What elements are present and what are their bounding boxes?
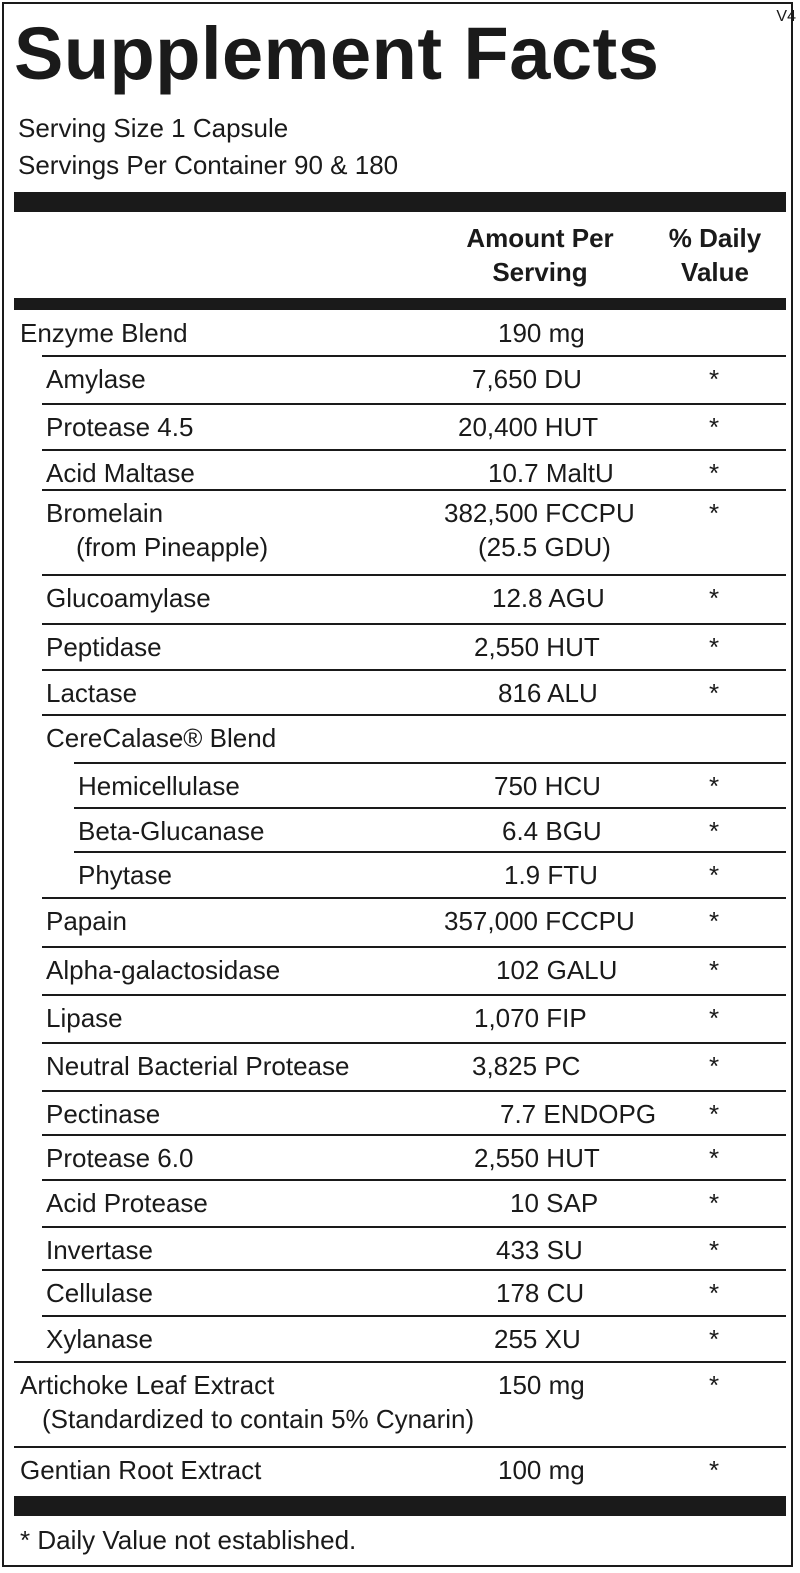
row-divider bbox=[42, 489, 786, 491]
row-xylanase bbox=[14, 1316, 786, 1362]
daily-value: * bbox=[708, 771, 720, 801]
servings-per-container: Servings Per Container 90 & 180 bbox=[18, 150, 399, 180]
row-divider bbox=[42, 714, 786, 716]
daily-value: * bbox=[708, 1051, 720, 1081]
row-invertase bbox=[14, 1227, 786, 1270]
row-divider bbox=[42, 1269, 786, 1271]
daily-value: * bbox=[708, 412, 720, 442]
row-divider bbox=[42, 623, 786, 625]
amount-per-serving bbox=[498, 1368, 798, 1402]
amount-value: 1,070 FIP bbox=[474, 1003, 587, 1033]
nutrient-name bbox=[46, 1141, 193, 1175]
nutrient-name-text: Lipase bbox=[46, 1003, 123, 1033]
amount-value: 150 mg bbox=[498, 1370, 585, 1400]
row-divider bbox=[42, 449, 786, 451]
nutrient-name-text: Hemicellulase bbox=[78, 771, 240, 801]
daily-value: * bbox=[708, 1235, 720, 1265]
version-label: V4 bbox=[776, 8, 796, 25]
row-lipase bbox=[14, 995, 786, 1043]
serving-size: Serving Size 1 Capsule bbox=[18, 113, 289, 143]
nutrient-name-text: Lactase bbox=[46, 678, 138, 708]
amount-value: 102 GALU bbox=[496, 955, 618, 985]
bottom-thick-rule bbox=[14, 1496, 786, 1516]
row-divider bbox=[74, 807, 786, 809]
amount-header-line1: Amount Per bbox=[466, 223, 614, 253]
daily-value: * bbox=[708, 583, 720, 613]
amount-value: 10.7 MaltU bbox=[488, 458, 614, 488]
daily-value: * bbox=[708, 1188, 720, 1218]
amount-per-serving-header bbox=[440, 221, 640, 289]
row-bromelain bbox=[14, 490, 786, 575]
row-alpha-galactosidase bbox=[14, 947, 786, 995]
nutrient-name bbox=[78, 814, 264, 848]
amount-value: 1.9 FTU bbox=[504, 860, 598, 890]
nutrient-name bbox=[46, 676, 137, 710]
row-protease-6-0 bbox=[14, 1135, 786, 1180]
nutrient-name-text: Glucoamylase bbox=[46, 583, 211, 613]
amount-per-serving bbox=[504, 858, 800, 892]
amount-per-serving bbox=[510, 1186, 800, 1220]
daily-value: * bbox=[708, 1370, 720, 1400]
nutrient-name-text: Alpha-galactosidase bbox=[46, 955, 281, 985]
row-divider bbox=[42, 946, 786, 948]
dv-header-line1: % Daily bbox=[668, 223, 762, 253]
daily-value: * bbox=[708, 632, 720, 662]
amount-per-serving bbox=[472, 362, 772, 396]
nutrient-name-detail: (from Pineapple) bbox=[76, 532, 269, 562]
amount-per-serving bbox=[488, 456, 788, 490]
amount-per-serving bbox=[494, 1322, 794, 1356]
nutrient-name-text: Phytase bbox=[78, 860, 172, 890]
nutrient-name-text: Bromelain bbox=[46, 498, 164, 528]
amount-per-serving bbox=[498, 316, 798, 350]
nutrient-name-text: Neutral Bacterial Protease bbox=[46, 1051, 350, 1081]
row-phytase bbox=[14, 852, 786, 898]
row-pectinase bbox=[14, 1091, 786, 1135]
row-divider bbox=[42, 669, 786, 671]
daily-value: * bbox=[708, 364, 720, 394]
row-divider bbox=[42, 355, 786, 357]
amount-value: 178 CU bbox=[496, 1278, 585, 1308]
nutrient-name bbox=[46, 1097, 160, 1131]
row-amylase bbox=[14, 356, 786, 404]
row-divider bbox=[42, 574, 786, 576]
daily-value: * bbox=[708, 678, 720, 708]
nutrient-name bbox=[78, 769, 240, 803]
amount-per-serving bbox=[474, 1001, 774, 1035]
nutrient-name-text: Invertase bbox=[46, 1235, 153, 1265]
row-gentian-root-extract bbox=[14, 1447, 786, 1496]
amount-value: 10 SAP bbox=[510, 1188, 599, 1218]
amount-value: 816 ALU bbox=[498, 678, 598, 708]
amount-per-serving bbox=[494, 769, 794, 803]
amount-value: 7,650 DU bbox=[472, 364, 582, 394]
row-peptidase bbox=[14, 624, 786, 670]
row-divider bbox=[42, 1226, 786, 1228]
row-divider bbox=[42, 1315, 786, 1317]
header-thick-rule bbox=[14, 298, 786, 310]
panel-title: Supplement Facts bbox=[14, 12, 660, 95]
row-hemicellulase bbox=[14, 763, 786, 808]
row-cellulase bbox=[14, 1270, 786, 1316]
nutrient-name-text: Xylanase bbox=[46, 1324, 153, 1354]
row-divider bbox=[42, 1090, 786, 1092]
nutrient-name-text: Protease 4.5 bbox=[46, 412, 194, 442]
nutrient-name-text: Cellulase bbox=[46, 1278, 153, 1308]
nutrient-name bbox=[46, 581, 211, 615]
daily-value: * bbox=[708, 1455, 720, 1485]
row-divider bbox=[14, 1446, 786, 1448]
amount-header-line2: Serving bbox=[492, 257, 588, 287]
amount-value: 100 mg bbox=[498, 1455, 585, 1485]
daily-value: * bbox=[708, 1278, 720, 1308]
row-enzyme-blend bbox=[14, 310, 786, 356]
daily-value: * bbox=[708, 1099, 720, 1129]
row-lactase bbox=[14, 670, 786, 715]
amount-per-serving bbox=[498, 1453, 798, 1487]
row-acid-protease bbox=[14, 1180, 786, 1227]
nutrient-name bbox=[46, 1233, 153, 1267]
daily-value: * bbox=[708, 860, 720, 890]
amount-value: 20,400 HUT bbox=[458, 412, 599, 442]
amount-per-serving bbox=[474, 630, 774, 664]
amount-per-serving bbox=[496, 1276, 796, 1310]
row-acid-maltase bbox=[14, 450, 786, 490]
row-divider bbox=[14, 1361, 786, 1363]
nutrient-name bbox=[46, 1001, 123, 1035]
amount-per-serving bbox=[444, 496, 744, 564]
row-divider bbox=[42, 897, 786, 899]
nutrient-name bbox=[46, 410, 193, 444]
amount-value: 3,825 PC bbox=[472, 1051, 581, 1081]
row-divider bbox=[74, 851, 786, 853]
daily-value: * bbox=[708, 1324, 720, 1354]
row-neutral-bacterial-protease bbox=[14, 1043, 786, 1091]
nutrient-name-text: Acid Protease bbox=[46, 1188, 208, 1218]
row-divider bbox=[42, 1042, 786, 1044]
nutrient-name bbox=[46, 1186, 208, 1220]
amount-per-serving bbox=[474, 1141, 774, 1175]
nutrient-name bbox=[46, 1276, 153, 1310]
daily-value: * bbox=[708, 1003, 720, 1033]
amount-per-serving bbox=[498, 676, 798, 710]
nutrient-name-text: Acid Maltase bbox=[46, 458, 195, 488]
amount-value: 433 SU bbox=[496, 1235, 583, 1265]
amount-per-serving bbox=[502, 814, 800, 848]
row-glucoamylase bbox=[14, 575, 786, 624]
nutrient-name-text: Papain bbox=[46, 906, 127, 936]
top-thick-rule bbox=[14, 192, 786, 212]
nutrient-name-text: Protease 6.0 bbox=[46, 1143, 194, 1173]
row-divider bbox=[74, 762, 786, 764]
row-divider bbox=[42, 1134, 786, 1136]
amount-per-serving bbox=[444, 904, 744, 938]
footnote: * Daily Value not established. bbox=[20, 1525, 357, 1555]
nutrient-name bbox=[20, 1453, 261, 1487]
row-divider bbox=[42, 1179, 786, 1181]
row-protease-4-5 bbox=[14, 404, 786, 450]
amount-value: 190 mg bbox=[498, 318, 585, 348]
nutrient-name bbox=[46, 1049, 349, 1083]
nutrient-name-text: CereCalase® Blend bbox=[46, 723, 277, 753]
nutrient-name bbox=[46, 904, 127, 938]
dv-header-line2: Value bbox=[681, 257, 749, 287]
amount-per-serving bbox=[500, 1097, 800, 1131]
nutrient-name bbox=[46, 1322, 153, 1356]
nutrient-name bbox=[46, 953, 280, 987]
amount-value: 7.7 ENDOPG bbox=[500, 1099, 657, 1129]
nutrient-name bbox=[46, 630, 162, 664]
amount-value: 6.4 BGU bbox=[502, 816, 602, 846]
amount-value: 255 XU bbox=[494, 1324, 581, 1354]
amount-per-serving bbox=[496, 953, 796, 987]
nutrient-name bbox=[46, 721, 276, 755]
daily-value: * bbox=[708, 816, 720, 846]
daily-value: * bbox=[708, 906, 720, 936]
nutrient-name bbox=[46, 496, 268, 564]
daily-value: * bbox=[708, 458, 720, 488]
nutrient-name-text: Artichoke Leaf Extract bbox=[20, 1370, 275, 1400]
row-beta-glucanase bbox=[14, 808, 786, 852]
row-cerecalase-blend bbox=[14, 715, 786, 763]
nutrient-name bbox=[20, 1368, 474, 1436]
nutrient-name bbox=[20, 316, 188, 350]
row-divider bbox=[42, 403, 786, 405]
amount-per-serving bbox=[492, 581, 792, 615]
nutrient-name bbox=[78, 858, 172, 892]
amount-value: 12.8 AGU bbox=[492, 583, 605, 613]
amount-value: 2,550 HUT bbox=[474, 632, 600, 662]
nutrient-name-detail: (Standardized to contain 5% Cynarin) bbox=[42, 1404, 475, 1434]
amount-value: 382,500 FCCPU bbox=[444, 498, 635, 528]
nutrient-name bbox=[46, 362, 146, 396]
amount-value: 357,000 FCCPU bbox=[444, 906, 635, 936]
amount-value: 2,550 HUT bbox=[474, 1143, 600, 1173]
nutrient-name-text: Enzyme Blend bbox=[20, 318, 188, 348]
nutrient-name-text: Amylase bbox=[46, 364, 146, 394]
nutrient-name-text: Pectinase bbox=[46, 1099, 161, 1129]
daily-value-header bbox=[650, 221, 780, 289]
amount-value-detail: (25.5 GDU) bbox=[478, 532, 611, 562]
daily-value: * bbox=[708, 498, 720, 528]
nutrient-name bbox=[46, 456, 195, 490]
row-divider bbox=[42, 994, 786, 996]
amount-per-serving bbox=[472, 1049, 772, 1083]
amount-per-serving bbox=[496, 1233, 796, 1267]
nutrient-name-text: Peptidase bbox=[46, 632, 162, 662]
nutrient-name-text: Gentian Root Extract bbox=[20, 1455, 262, 1485]
amount-value: 750 HCU bbox=[494, 771, 601, 801]
daily-value: * bbox=[708, 955, 720, 985]
row-artichoke-leaf-extract bbox=[14, 1362, 786, 1447]
nutrient-name-text: Beta-Glucanase bbox=[78, 816, 265, 846]
row-papain bbox=[14, 898, 786, 947]
daily-value: * bbox=[708, 1143, 720, 1173]
